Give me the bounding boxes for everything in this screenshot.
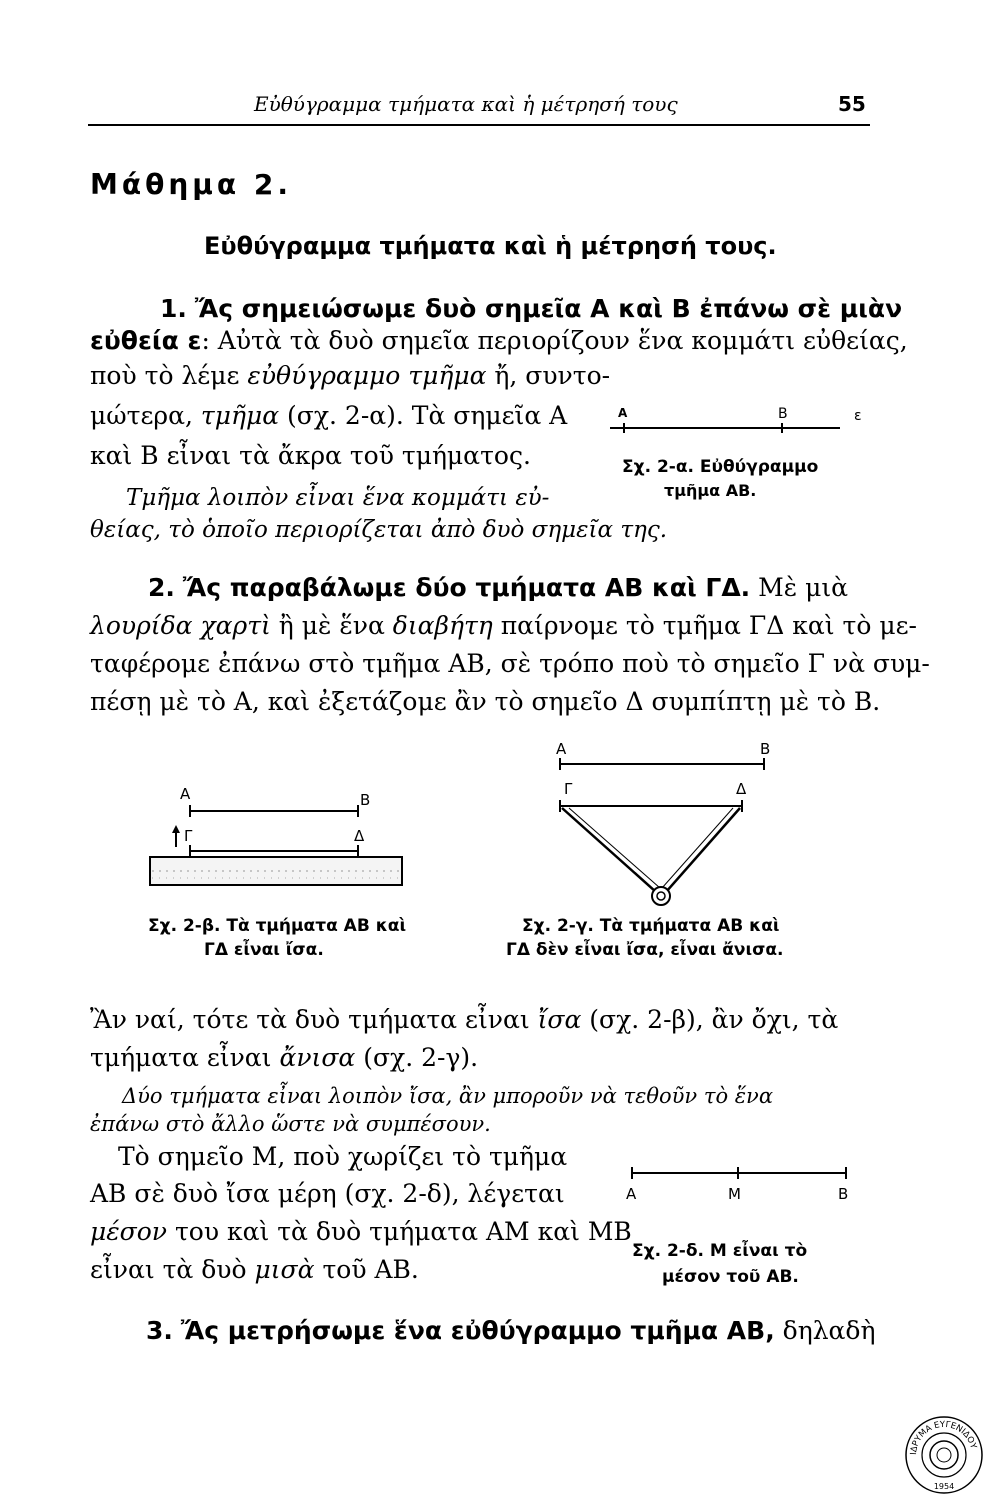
- fig2b-label-a: A: [180, 785, 191, 803]
- section1-number: 1.: [160, 294, 187, 323]
- term-tmima: τμῆμα: [200, 401, 280, 430]
- fig2c-label-g: Γ: [564, 780, 573, 798]
- lesson-label: Μάθημα 2.: [90, 168, 292, 201]
- section2-def-line1: Δύο τμήματα εἶναι λοιπὸν ἴσα, ἂν μποροῦν νὰ τεθοῦν τὸ ἕνα: [122, 1084, 773, 1108]
- compass-hinge: [652, 887, 670, 905]
- running-title: Εὐθύγραμμα τμήματα καὶ ἡ μέτρησή τους: [254, 92, 678, 116]
- section3-line1: 3. Ἄς μετρήσωμε ἕνα εὐθύγραμμο τμῆμα ΑΒ, δηλαδὴ: [146, 1316, 876, 1345]
- figure-2c: [500, 740, 830, 970]
- section2-result-line2: τμήματα εἶναι ἄνισα (σχ. 2-γ).: [90, 1043, 479, 1072]
- stamp-year: 1954: [933, 1482, 955, 1491]
- term-lourida: λουρίδα χαρτὶ: [90, 611, 271, 640]
- fig2d-caption-line1: Σχ. 2-δ. Μ εἶναι τὸ: [632, 1241, 808, 1261]
- section1-heading-end: εὐθεία ε: [90, 326, 202, 355]
- midpoint-line2: ΑΒ σὲ δυὸ ἴσα μέρη (σχ. 2-δ), λέγεται: [90, 1179, 565, 1208]
- section1-def-line2: θείας, τὸ ὁποῖο περιορίζεται ἀπὸ δυὸ σημεῖα της.: [90, 517, 668, 543]
- section2-line1: 2. Ἄς παραβάλωμε δύο τμήματα ΑΒ καὶ ΓΔ. Μὲ μιὰ: [148, 573, 849, 602]
- fig2b-label-b: B: [360, 791, 371, 809]
- fig2d-label-m: M: [728, 1185, 741, 1203]
- term-misa: μισὰ: [254, 1255, 315, 1284]
- fig2b-caption-line1: Σχ. 2-β. Τὰ τμήματα ΑΒ καὶ: [148, 916, 407, 936]
- fig2c-caption-line2: ΓΔ δὲν εἶναι ἴσα, εἶναι ἄνισα.: [506, 940, 784, 960]
- figure-2a-drawing: [610, 400, 870, 440]
- fig2a-label-e: ε: [854, 408, 862, 424]
- compass-leg-right: [666, 808, 740, 892]
- section1-line2: εὐθεία ε: Αὐτὰ τὰ δυὸ σημεῖα περιορίζουν ἕνα κομμάτι εὐθείας,: [90, 326, 908, 355]
- header-rule: [88, 124, 870, 126]
- midpoint-line3: μέσον του καὶ τὰ δυὸ τμήματα ΑΜ καὶ ΜΒ: [90, 1217, 632, 1246]
- fig2c-label-d: Δ: [736, 780, 747, 798]
- term-isa: ἴσα: [537, 1005, 582, 1034]
- fig2c-label-a: A: [556, 740, 567, 758]
- fig2d-label-a: A: [626, 1185, 637, 1203]
- term-euthygrammo-tmima: εὐθύγραμμο τμῆμα: [247, 361, 487, 390]
- midpoint-line1: Τὸ σημεῖο Μ, ποὺ χωρίζει τὸ τμῆμα: [118, 1142, 568, 1171]
- section1-line1: [160, 293, 902, 325]
- figure-2d: [620, 1155, 870, 1295]
- fig2a-caption-line2: τμῆμα ΑΒ.: [664, 481, 757, 500]
- fig2d-label-b: B: [838, 1185, 849, 1203]
- section2-number: 2.: [148, 573, 175, 602]
- compass-leg-left: [562, 808, 656, 892]
- section1-line4: μώτερα, τμῆμα (σχ. 2-α). Τὰ σημεῖα Α: [90, 401, 568, 430]
- term-diaviti: διαβήτη: [392, 611, 493, 640]
- section2-heading: Ἄς παραβάλωμε δύο τμήματα ΑΒ καὶ ΓΔ.: [182, 573, 751, 602]
- lesson-title: Εὐθύγραμμα τμήματα καὶ ἡ μέτρησή τους.: [204, 232, 777, 260]
- fig2b-label-g: Γ: [184, 827, 193, 845]
- midpoint-line4: εἶναι τὰ δυὸ μισὰ τοῦ ΑΒ.: [90, 1255, 419, 1284]
- term-anisa: ἄνισα: [279, 1043, 356, 1072]
- section2-line4: πέσῃ μὲ τὸ Α, καὶ ἐξετάζομε ἂν τὸ σημεῖο Δ συμπίπτῃ μὲ τὸ Β.: [90, 687, 881, 716]
- section2-line2: λουρίδα χαρτὶ ἢ μὲ ἕνα διαβήτη παίρνομε τὸ τμῆμα ΓΔ καὶ τὸ με-: [90, 611, 917, 640]
- section1-def-line1: Τμῆμα λοιπὸν εἶναι ἕνα κομμάτι εὐ-: [126, 485, 550, 511]
- figure-2b: [140, 785, 440, 965]
- section2-result-line1: Ἂν ναί, τότε τὰ δυὸ τμήματα εἶναι ἴσα (σχ. 2-β), ἂν ὄχι, τὰ: [90, 1005, 839, 1034]
- fig2a-label-a: A: [618, 406, 628, 420]
- figure-2a: [610, 400, 870, 510]
- fig2a-label-b: B: [778, 406, 788, 422]
- fig2d-caption-line2: μέσον τοῦ ΑΒ.: [662, 1267, 799, 1287]
- fig2a-caption-line1: Σχ. 2-α. Εὐθύγραμμο: [622, 457, 819, 477]
- fig2c-caption-line1: Σχ. 2-γ. Τὰ τμήματα ΑΒ καὶ: [522, 916, 780, 936]
- term-meson: μέσον: [90, 1217, 167, 1246]
- section3-heading: Ἄς μετρήσωμε ἕνα εὐθύγραμμο τμῆμα ΑΒ,: [180, 1316, 775, 1345]
- figure-2c-drawing: [500, 740, 830, 910]
- section1-line3: ποὺ τὸ λέμε εὐθύγραμμο τμῆμα ἤ, συντο-: [90, 361, 611, 390]
- section3-number: 3.: [146, 1316, 173, 1345]
- fig2b-caption-line2: ΓΔ εἶναι ἴσα.: [204, 940, 324, 960]
- fig2b-label-d: Δ: [354, 827, 365, 845]
- fig2c-label-b: B: [760, 740, 771, 758]
- section2-line3: ταφέρομε ἐπάνω στὸ τμῆμα ΑΒ, σὲ τρόπο ποὺ τὸ σημεῖο Γ νὰ συμ-: [90, 649, 930, 678]
- section1-line5: καὶ Β εἶναι τὰ ἄκρα τοῦ τμήματος.: [90, 441, 531, 470]
- page-number: 55: [838, 92, 866, 116]
- foundation-stamp: [904, 1415, 984, 1495]
- figure-2d-drawing: [620, 1155, 870, 1195]
- stamp-ring-text: ΙΔΡΥΜΑ ΕΥΓΕΝΙΔΟΥ: [908, 1419, 979, 1456]
- section2-def-line2: ἐπάνω στὸ ἄλλο ὥστε νὰ συμπέσουν.: [90, 1112, 491, 1136]
- section1-heading: Ἄς σημειώσωμε δυὸ σημεῖα Α καὶ Β ἐπάνω σὲ μιὰν: [194, 294, 903, 323]
